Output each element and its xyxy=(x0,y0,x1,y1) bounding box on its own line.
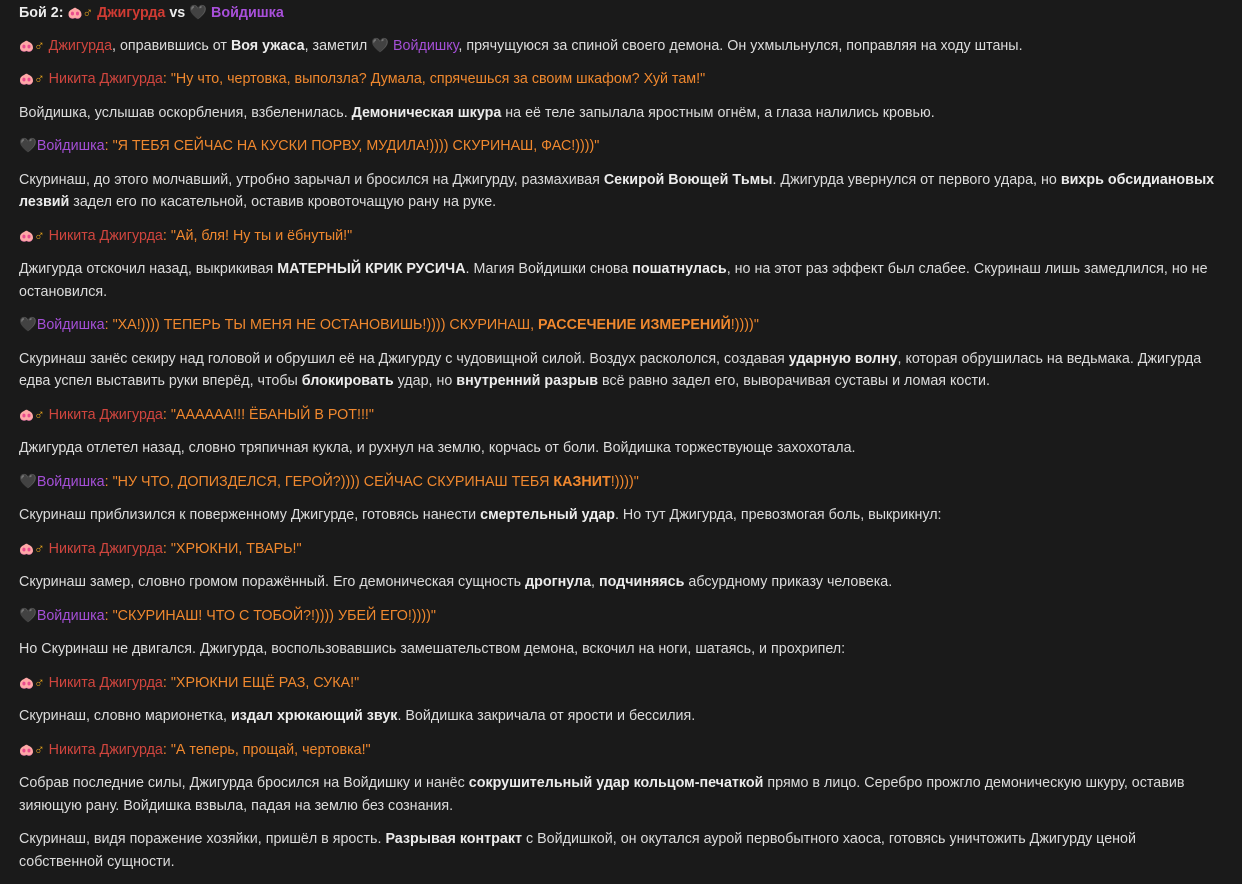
speaker-name: Войдишка xyxy=(36,138,105,154)
skill-name: блокировать xyxy=(301,373,394,389)
narration-text: Джигурда отлетел назад, словно тряпичная кукла, и рухнул на землю, корчась от боли. Войдишка торжествующе захохотала. xyxy=(19,440,856,456)
narration-text: Войдишка, услышав оскорбления, взбеленилась. xyxy=(19,104,352,121)
narration-text: , xyxy=(591,574,599,590)
speaker-name: Войдишка xyxy=(36,317,105,333)
narration-text: Скуринаш занёс секиру над головой и обрушил её на Джигурду с чудовищной силой. Воздух раскололся, создавая xyxy=(19,350,789,367)
narration-text: абсурдному приказу человека. xyxy=(684,574,893,590)
skill-name: смертельный удар xyxy=(480,507,615,523)
narration-text: Но Скуринаш не двигался. Джигурда, воспользовавшись замешательством демона, вскочил на ноги, шатаясь, и прохрипел: xyxy=(19,641,846,657)
speaker-name: Никита Джигурда xyxy=(48,71,163,87)
narration xyxy=(19,258,1223,303)
speaker-name: Джигурда xyxy=(48,37,113,54)
narration-text: Скуринаш, до этого молчавший, утробно зарычал и бросился на Джигурду, размахивая xyxy=(19,171,604,188)
dialogue-line xyxy=(19,68,1223,91)
quote-text: "Я ТЕБЯ СЕЙЧАС НА КУСКИ ПОРВУ, МУДИЛА!)))) СКУРИНАШ, ФАС!))))" xyxy=(112,138,600,154)
speaker-name: Никита Джигурда xyxy=(48,674,163,691)
colon: : xyxy=(104,607,113,624)
narration xyxy=(19,437,1223,460)
colon: : xyxy=(104,473,113,490)
quote-skill: РАССЕЧЕНИЕ ИЗМЕРЕНИЙ xyxy=(538,317,731,333)
pig-face-icon: 🐽 xyxy=(19,38,34,53)
narration-text: . Магия Войдишки снова xyxy=(465,261,633,277)
skill-name: Разрывая контракт xyxy=(385,831,523,847)
narration-text: , но на этот раз эффект был слабее. Скуринаш лишь замедлился, но не остановился. xyxy=(19,261,1208,300)
narration xyxy=(19,504,1223,527)
quote-text: "ХРЮКНИ ЕЩЁ РАЗ, СУКА!" xyxy=(170,674,360,691)
colon: : xyxy=(104,138,113,154)
skill-name: подчиняясь xyxy=(598,574,685,590)
black-heart-icon: 🖤 xyxy=(189,5,208,21)
narration-text: Скуринаш замер, словно громом поражённый. Его демоническая сущность xyxy=(19,574,526,590)
dialogue-line xyxy=(19,225,1223,248)
dialogue-line xyxy=(19,605,1223,628)
narration xyxy=(19,705,1223,728)
skill-name: дрогнула xyxy=(525,574,592,590)
quote-text: "СКУРИНАШ! ЧТО С ТОБОЙ?!)))) УБЕЙ ЕГО!))))" xyxy=(112,607,436,624)
speaker-name: Никита Джигурда xyxy=(48,540,163,557)
quote-text: !))))" xyxy=(610,473,639,490)
narration xyxy=(19,348,1223,393)
narration-text: задел его по касательной, оставив кровоточащую рану на руке. xyxy=(69,194,497,210)
narration-text: Скуринаш, видя поражение хозяйки, пришёл в ярость. xyxy=(19,831,386,847)
dialogue-line xyxy=(19,471,1223,494)
dialogue-line xyxy=(19,538,1223,561)
dialogue-line xyxy=(19,135,1223,158)
dialogue-line xyxy=(19,314,1223,337)
male-icon: ♂ xyxy=(33,741,45,758)
quote-text: "Ну что, чертовка, выползла? Думала, спрячешься за своим шкафом? Хуй там!" xyxy=(170,71,706,87)
quote-text: "Ай, бля! Ну ты и ёбнутый!" xyxy=(170,227,353,244)
skill-name: вихрь обсидиановых лезвий xyxy=(19,171,1215,210)
skill-name: Воя ужаса xyxy=(230,37,305,54)
black-heart-icon: 🖤 xyxy=(19,473,37,490)
narration-text: с Войдишкой, он окутался аурой первобытного хаоса, готовясь уничтожить Джигурду ценой собственной сущности. xyxy=(19,831,1136,870)
colon: : xyxy=(162,406,171,423)
narration-text: всё равно задел его, выворачивая суставы и ломая кости. xyxy=(598,373,991,389)
narration-text: , прячущуюся за спиной своего демона. Он ухмыльнулся, поправляя на ходу штаны. xyxy=(458,37,1023,54)
male-icon: ♂ xyxy=(33,71,45,87)
skill-name: МАТЕРНЫЙ КРИК РУСИЧА xyxy=(277,261,466,277)
skill-name: внутренний разрыв xyxy=(456,373,599,389)
pig-face-icon: 🐽 xyxy=(19,228,34,243)
colon: : xyxy=(162,71,171,87)
black-heart-icon: 🖤 xyxy=(371,37,390,54)
speaker-name: Никита Джигурда xyxy=(48,406,163,423)
pig-face-icon: 🐽 xyxy=(19,407,34,422)
colon: : xyxy=(162,540,171,557)
dialogue-line xyxy=(19,404,1223,427)
black-heart-icon: 🖤 xyxy=(19,607,37,624)
narration-text: . Войдишка закричала от ярости и бессилия. xyxy=(397,708,696,724)
narration xyxy=(19,35,1223,58)
skill-name: сокрушительный удар кольцом-печаткой xyxy=(468,775,764,791)
male-icon: ♂ xyxy=(33,37,45,54)
colon: : xyxy=(104,317,113,333)
dialogue-line xyxy=(19,739,1223,762)
speaker-name: Войдишку xyxy=(393,37,459,54)
narration-text: Скуринаш приблизился к поверженному Джигурде, готовясь нанести xyxy=(19,507,481,523)
title-prefix: Бой 2: xyxy=(19,5,64,21)
male-icon: ♂ xyxy=(33,406,45,423)
narration-text: Собрав последние силы, Джигурда бросился на Войдишку и нанёс xyxy=(19,775,469,791)
narration xyxy=(19,102,1223,125)
quote-text: "А теперь, прощай, чертовка!" xyxy=(170,741,371,758)
narration-text: Джигурда отскочил назад, выкрикивая xyxy=(19,261,278,277)
quote-text: "АААААА!!! ЁБАНЫЙ В РОТ!!!" xyxy=(170,406,374,423)
narration xyxy=(19,638,1223,661)
black-heart-icon: 🖤 xyxy=(19,317,37,333)
black-heart-icon: 🖤 xyxy=(19,138,37,154)
pig-face-icon: 🐽 xyxy=(19,675,34,690)
narration-text: , оправившись от xyxy=(112,37,231,54)
narration-text: на её теле запылала яростным огнём, а глаза налились кровью. xyxy=(501,104,935,121)
colon: : xyxy=(162,741,171,758)
quote-skill: КАЗНИТ xyxy=(553,473,611,490)
speaker-name: Войдишка xyxy=(36,473,105,490)
skill-name: ударную волну xyxy=(788,350,898,367)
narration-text: . Джигурда увернулся от первого удара, но xyxy=(772,171,1061,188)
pig-face-icon: 🐽 xyxy=(19,742,34,757)
quote-text: "ХА!)))) ТЕПЕРЬ ТЫ МЕНЯ НЕ ОСТАНОВИШЬ!)))) СКУРИНАШ, xyxy=(112,317,539,333)
narration xyxy=(19,571,1223,594)
narration xyxy=(19,828,1223,873)
narration xyxy=(19,772,1223,817)
narration-text: Скуринаш, словно марионетка, xyxy=(19,708,231,724)
quote-text: "НУ ЧТО, ДОПИЗДЕЛСЯ, ГЕРОЙ?)))) СЕЙЧАС СКУРИНАШ ТЕБЯ xyxy=(112,473,554,490)
narration-text: удар, но xyxy=(393,373,457,389)
speaker-name: Никита Джигурда xyxy=(48,741,163,758)
narration-text: . Но тут Джигурда, превозмогая боль, выкрикнул: xyxy=(614,507,942,523)
quote-text: "ХРЮКНИ, ТВАРЬ!" xyxy=(170,540,302,557)
narration-text: , заметил xyxy=(304,37,372,54)
pig-face-icon: 🐽 xyxy=(19,541,34,556)
fighter-b-name: Войдишка xyxy=(211,5,284,21)
narration xyxy=(19,169,1223,214)
male-icon: ♂ xyxy=(33,674,45,691)
colon: : xyxy=(162,674,171,691)
narration-text: , которая обрушилась на ведьмака. Джигурда едва успел выставить руки вперёд, чтобы xyxy=(19,350,1202,389)
pig-face-icon: 🐽 xyxy=(19,72,34,86)
colon: : xyxy=(162,227,171,244)
skill-name: Секирой Воющей Тьмы xyxy=(603,171,773,188)
male-icon: ♂ xyxy=(33,540,45,557)
narration-text: прямо в лицо. Серебро прожгло демоническую шкуру, оставив зияющую рану. Войдишка взвыла, падая на землю без сознания. xyxy=(19,775,1185,814)
male-icon: ♂ xyxy=(82,5,94,21)
fighter-a-name: Джигурда xyxy=(97,5,166,21)
pig-face-icon: 🐽 xyxy=(67,6,83,20)
skill-name: пошатнулась xyxy=(632,261,727,277)
male-icon: ♂ xyxy=(33,227,45,244)
speaker-name: Войдишка xyxy=(36,607,105,624)
dialogue-line xyxy=(19,672,1223,695)
battle-title xyxy=(19,2,1223,25)
quote-text: !))))" xyxy=(730,317,759,333)
versus-label: vs xyxy=(169,5,186,21)
speaker-name: Никита Джигурда xyxy=(48,227,163,244)
skill-name: издал хрюкающий звук xyxy=(231,708,398,724)
skill-name: Демоническая шкура xyxy=(351,104,502,121)
